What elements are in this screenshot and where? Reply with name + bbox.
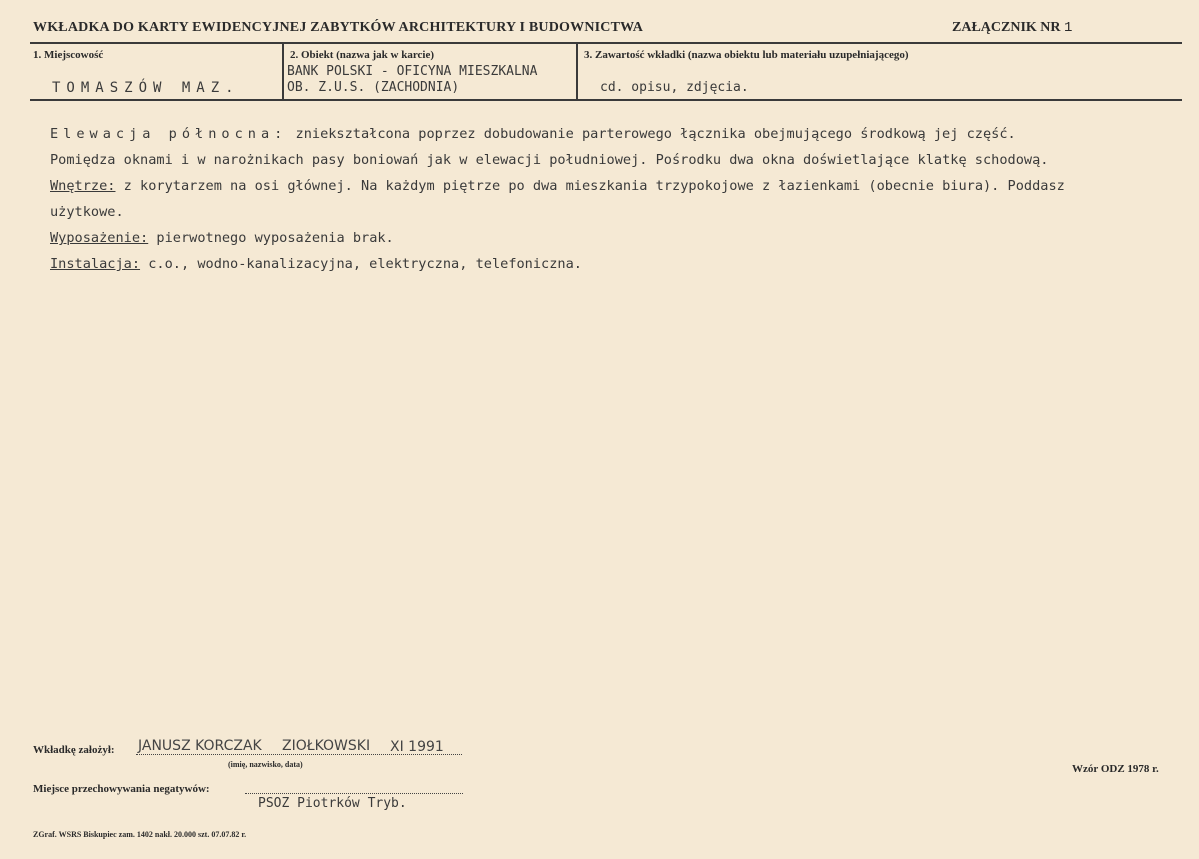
print-info: ZGraf. WSRS Biskupiec zam. 1402 nakł. 20.000 szt. 07.07.82 r. (33, 830, 247, 839)
founder-hint: (imię, nazwisko, data) (228, 760, 303, 769)
desc-line-3 (50, 173, 1170, 199)
storage-label: Miejsce przechowywania negatywów: (33, 783, 210, 795)
field-object-value-line1: BANK POLSKI - OFICYNA MIESZKALNA (287, 64, 538, 79)
field-divider-2 (576, 42, 578, 100)
section-heading-interior: Wnętrze: (50, 178, 116, 194)
desc-line-6 (50, 251, 1170, 277)
desc-text: c.o., wodno-kanalizacyjna, elektryczna, telefoniczna. (140, 256, 582, 272)
field-location-value: TOMASZÓW MAZ. (52, 80, 240, 96)
founder-surname: ZIOŁKOWSKI (282, 738, 371, 754)
desc-line-4: użytkowe. (50, 204, 124, 220)
desc-text: pierwotnego wyposażenia brak. (148, 230, 394, 246)
desc-line-1 (50, 121, 1170, 147)
section-heading-equipment: Wyposażenie: (50, 230, 149, 246)
field-content-value: cd. opisu, zdjęcia. (600, 80, 749, 95)
form-title: WKŁADKA DO KARTY EWIDENCYJNEJ ZABYTKÓW ARCHITEKTURY I BUDOWNICTWA (33, 20, 644, 35)
desc-text: zniekształcona poprzez dobudowanie parterowego łącznika obejmującego środkową jej część. (287, 126, 1016, 142)
section-heading-installation: Instalacja: (50, 256, 141, 272)
field-divider-1 (282, 42, 284, 100)
section-heading-north-elevation: Elewacja północna: (50, 126, 288, 142)
field-content-label: 3. Zawartość wkładki (nazwa obiektu lub materiału uzupełniającego) (584, 49, 909, 61)
desc-line-5 (50, 225, 1170, 251)
field-object-label: 2. Obiekt (nazwa jak w karcie) (290, 49, 435, 61)
attachment-number (952, 20, 1072, 36)
desc-line-2: Pomiędza oknami i w narożnikach pasy boniowań jak w elewacji południowej. Pośrodku dwa okna doświetlające klatkę schodową. (50, 152, 1049, 168)
field-location-label: 1. Miejscowość (33, 49, 104, 61)
founder-date: XI 1991 (390, 739, 444, 755)
storage-value: PSOZ Piotrków Tryb. (258, 796, 407, 811)
header-top-rule (30, 42, 1182, 44)
header-bottom-rule (30, 99, 1182, 101)
storage-dotted-line (245, 793, 463, 794)
desc-text: z korytarzem na osi głównej. Na każdym piętrze po dwa mieszkania trzypokojowe z łazienkami (obecnie biura). Poddasz (115, 178, 1065, 194)
attachment-label: ZAŁĄCZNIK NR (952, 20, 1061, 35)
form-model: Wzór ODZ 1978 r. (1072, 763, 1159, 775)
attachment-value: 1 (1064, 20, 1073, 36)
founder-label: Wkładkę założył: (33, 744, 115, 756)
field-object-value-line2: OB. Z.U.S. (ZACHODNIA) (287, 80, 460, 95)
description-body (50, 121, 1170, 277)
founder-name: JANUSZ KORCZAK (138, 738, 262, 754)
